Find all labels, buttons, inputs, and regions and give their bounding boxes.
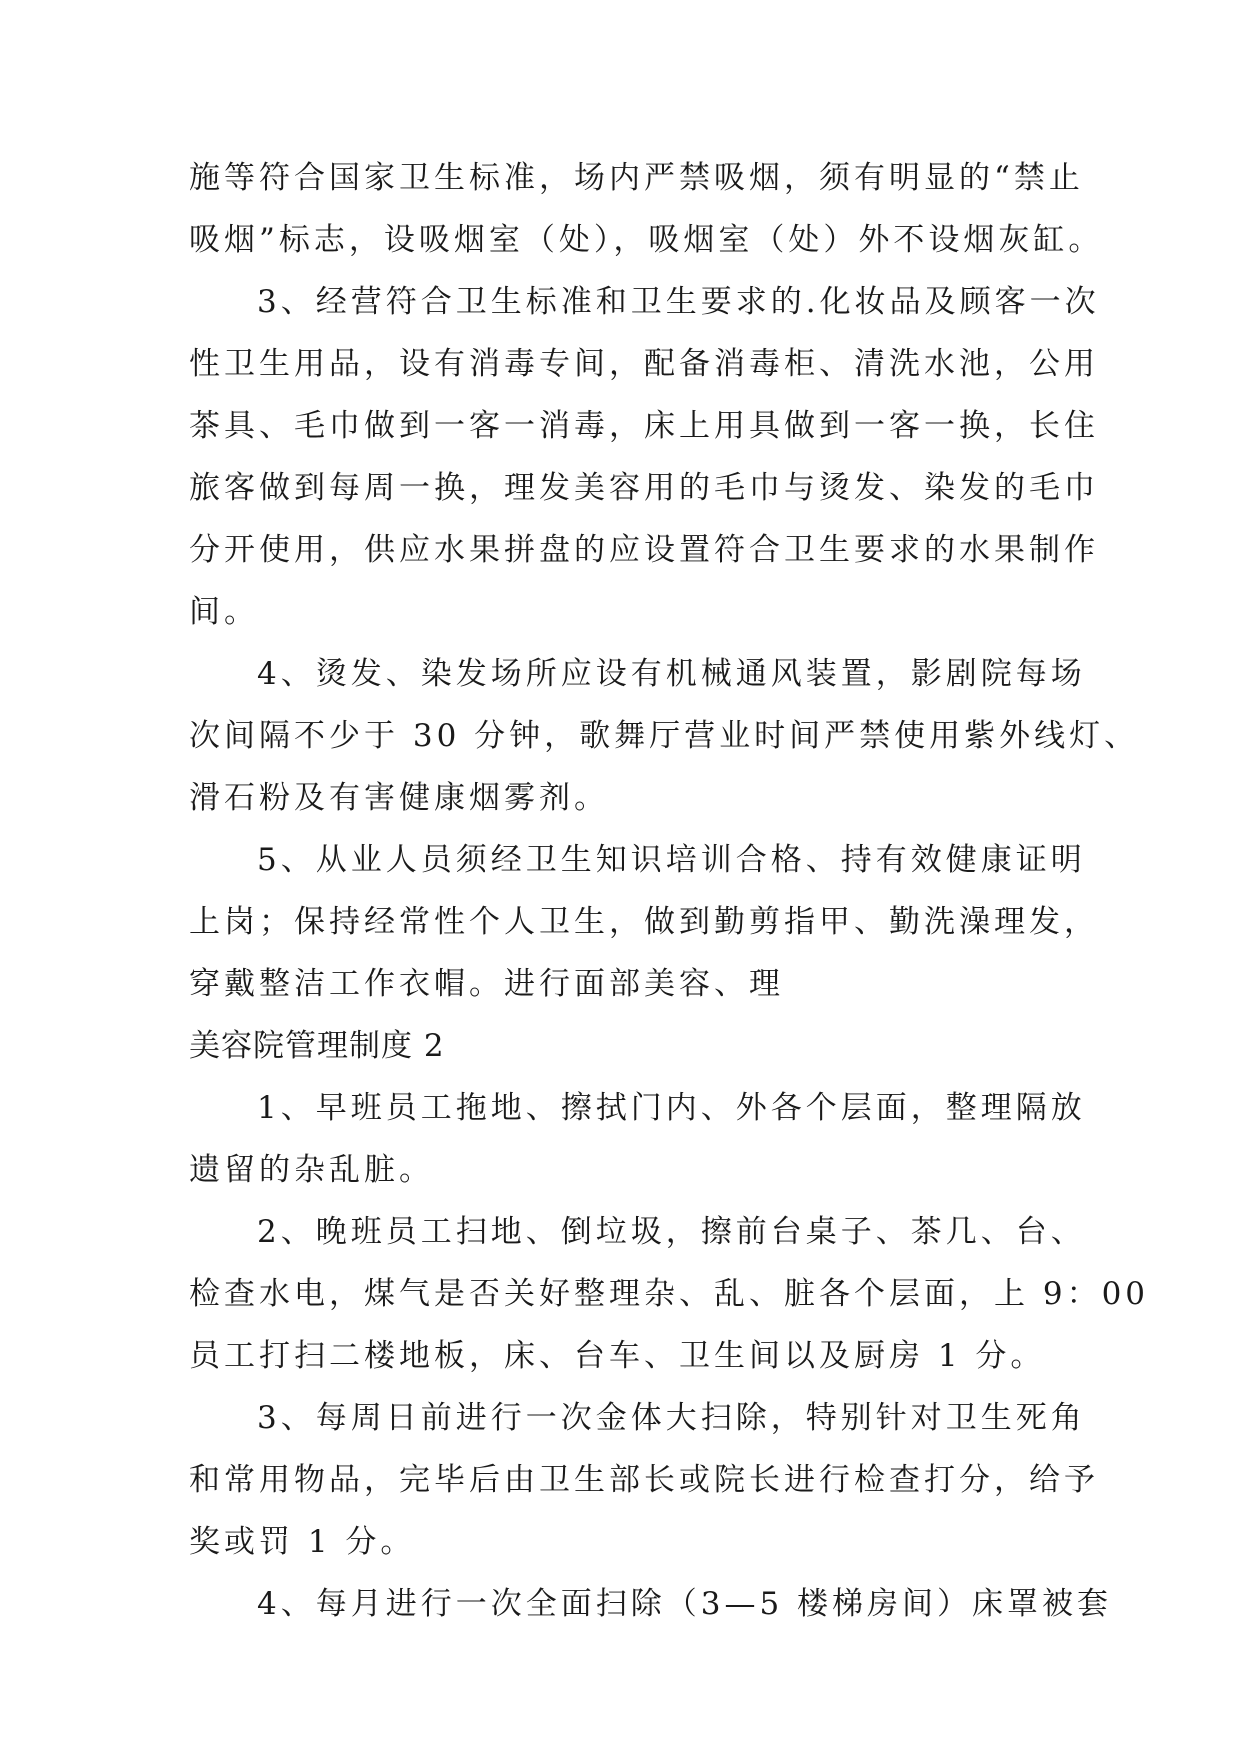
text-line: 间。 [189, 594, 259, 630]
text-line: 穿戴整洁工作衣帽。进行面部美容、理 [189, 966, 784, 1002]
paragraph-start: 5、从业人员须经卫生知识培训合格、持有效健康证明 [257, 842, 1086, 878]
text-line: 员工打扫二楼地板，床、台车、卫生间以及厨房 1 分。 [189, 1338, 1046, 1374]
text-line: 奖或罚 1 分。 [189, 1524, 416, 1560]
paragraph-start: 3、经营符合卫生标准和卫生要求的.化妆品及顾客一次 [257, 284, 1100, 320]
text-line: 次间隔不少于 30 分钟，歌舞厅营业时间严禁使用紫外线灯、 [189, 718, 1140, 754]
paragraph-start: 1、早班员工拖地、擦拭门内、外各个层面，整理隔放 [257, 1090, 1086, 1126]
paragraph-start: 2、晚班员工扫地、倒垃圾，擦前台桌子、茶几、台、 [257, 1214, 1086, 1250]
text-line: 旅客做到每周一换，理发美容用的毛巾与烫发、染发的毛巾 [189, 470, 1099, 506]
paragraph-start: 4、烫发、染发场所应设有机械通风装置，影剧院每场 [257, 656, 1086, 692]
text-line: 和常用物品，完毕后由卫生部长或院长进行检查打分，给予 [189, 1462, 1099, 1498]
text-line: 吸烟”标志，设吸烟室（处），吸烟室（处）外不设烟灰缸。 [189, 222, 1104, 258]
text-line: 上岗；保持经常性个人卫生，做到勤剪指甲、勤洗澡理发， [189, 904, 1099, 940]
text-line: 施等符合国家卫生标准，场内严禁吸烟，须有明显的“禁止 [189, 160, 1084, 196]
section-title: 美容院管理制度 2 [189, 1028, 445, 1064]
text-line: 遗留的杂乱脏。 [189, 1152, 434, 1188]
text-line: 茶具、毛巾做到一客一消毒，床上用具做到一客一换，长住 [189, 408, 1099, 444]
text-line: 性卫生用品，设有消毒专间，配备消毒柜、清洗水池，公用 [189, 346, 1099, 382]
paragraph-start: 3、每周日前进行一次金体大扫除，特别针对卫生死角 [257, 1400, 1086, 1436]
text-line: 分开使用，供应水果拼盘的应设置符合卫生要求的水果制作 [189, 532, 1099, 568]
paragraph-start: 4、每月进行一次全面扫除（3—5 楼梯房间）床罩被套 [257, 1586, 1113, 1622]
text-line: 滑石粉及有害健康烟雾剂。 [189, 780, 609, 816]
text-line: 检查水电，煤气是否关好整理杂、乱、脏各个层面，上 9：00 [189, 1276, 1150, 1312]
